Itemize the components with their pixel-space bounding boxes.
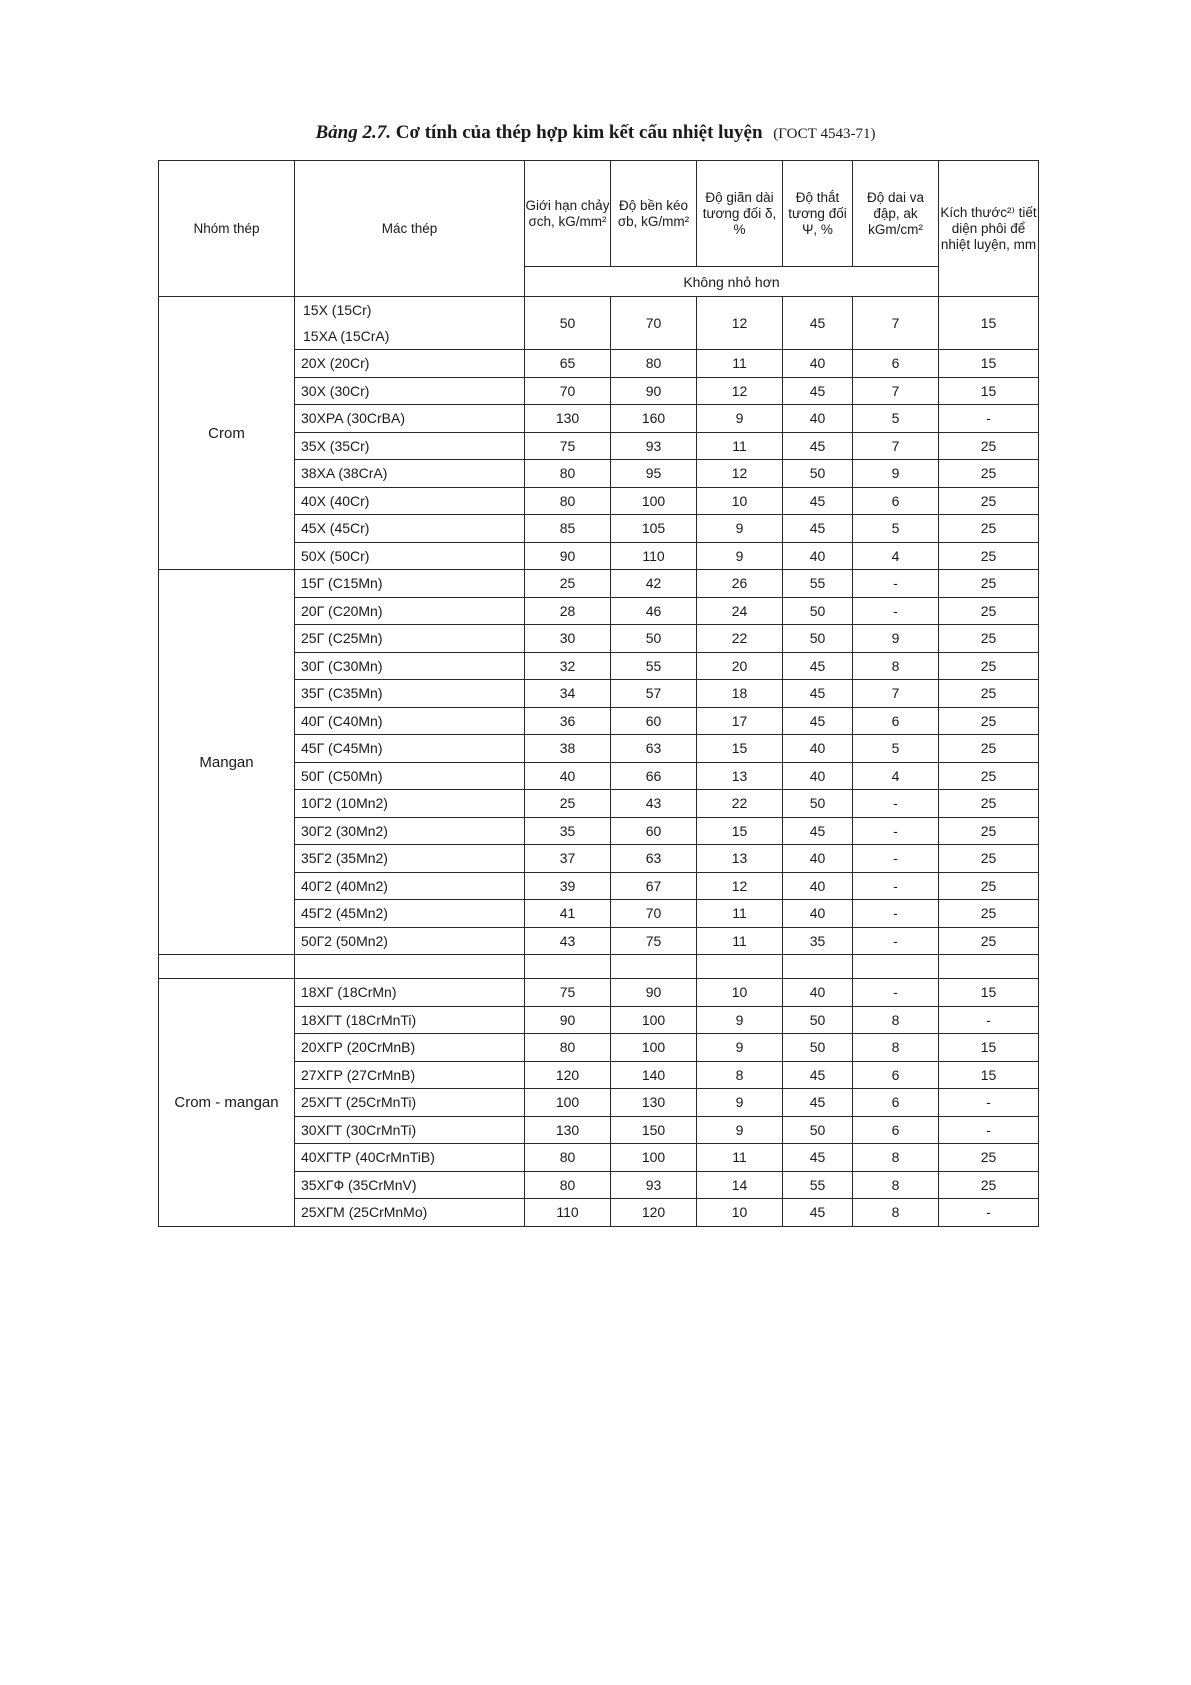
yield-value: 32 (525, 652, 611, 680)
impact-value: 6 (853, 1089, 939, 1117)
elongation-value: 9 (697, 1034, 783, 1062)
size-value: - (939, 1006, 1039, 1034)
reduction-value: 45 (783, 817, 853, 845)
reduction-value: 45 (783, 707, 853, 735)
reduction-value: 50 (783, 625, 853, 653)
impact-value: - (853, 570, 939, 598)
yield-value: 70 (525, 377, 611, 405)
elongation-value: 11 (697, 927, 783, 955)
yield-value: 65 (525, 350, 611, 378)
elongation-value: 22 (697, 790, 783, 818)
tensile-value: 140 (611, 1061, 697, 1089)
yield-value: 36 (525, 707, 611, 735)
reduction-value: 50 (783, 790, 853, 818)
size-value: 15 (939, 979, 1039, 1007)
elongation-value: 12 (697, 377, 783, 405)
reduction-value: 50 (783, 597, 853, 625)
header-reduction: Độ thắt tương đối Ψ, % (783, 161, 853, 267)
grade-name: 27XГР (27CrMnB) (295, 1061, 525, 1089)
tensile-value: 57 (611, 680, 697, 708)
size-value: - (939, 1089, 1039, 1117)
elongation-value: 13 (697, 845, 783, 873)
grade-name: 15XA (15CrA) (303, 328, 390, 344)
reduction-value: 50 (783, 1116, 853, 1144)
elongation-value: 15 (697, 735, 783, 763)
reduction-value: 50 (783, 1006, 853, 1034)
size-value: 25 (939, 707, 1039, 735)
impact-value: - (853, 790, 939, 818)
yield-value: 90 (525, 1006, 611, 1034)
impact-value: 6 (853, 1116, 939, 1144)
reduction-value: 45 (783, 297, 853, 350)
elongation-value: 14 (697, 1171, 783, 1199)
size-value: 25 (939, 872, 1039, 900)
elongation-value: 10 (697, 979, 783, 1007)
elongation-value: 11 (697, 432, 783, 460)
size-value: 25 (939, 1144, 1039, 1172)
tensile-value: 93 (611, 432, 697, 460)
impact-value: - (853, 817, 939, 845)
impact-value: 7 (853, 432, 939, 460)
tensile-value: 130 (611, 1089, 697, 1117)
tensile-value: 110 (611, 542, 697, 570)
tensile-value: 160 (611, 405, 697, 433)
grade-name: 25XГТ (25CrMnTi) (295, 1089, 525, 1117)
impact-value: 7 (853, 297, 939, 350)
size-value: 25 (939, 487, 1039, 515)
reduction-value: 40 (783, 735, 853, 763)
reduction-value: 45 (783, 487, 853, 515)
yield-value: 35 (525, 817, 611, 845)
impact-value: 5 (853, 405, 939, 433)
reduction-value: 40 (783, 845, 853, 873)
tensile-value: 66 (611, 762, 697, 790)
elongation-value: 24 (697, 597, 783, 625)
reduction-value: 40 (783, 350, 853, 378)
impact-value: 4 (853, 542, 939, 570)
impact-value: 9 (853, 625, 939, 653)
elongation-value: 9 (697, 1089, 783, 1117)
tensile-value: 100 (611, 1034, 697, 1062)
impact-value: 6 (853, 487, 939, 515)
impact-value: 5 (853, 515, 939, 543)
impact-value: 9 (853, 460, 939, 488)
size-value: - (939, 1199, 1039, 1227)
group-name: Crom - mangan (159, 979, 295, 1227)
elongation-value: 10 (697, 1199, 783, 1227)
elongation-value: 22 (697, 625, 783, 653)
tensile-value: 50 (611, 625, 697, 653)
yield-value: 43 (525, 927, 611, 955)
elongation-value: 26 (697, 570, 783, 598)
tensile-value: 60 (611, 707, 697, 735)
reduction-value: 45 (783, 432, 853, 460)
impact-value: - (853, 872, 939, 900)
tensile-value: 60 (611, 817, 697, 845)
grade-name: 18XГ (18CrMn) (295, 979, 525, 1007)
size-value: 25 (939, 762, 1039, 790)
tensile-value: 150 (611, 1116, 697, 1144)
caption-title: Cơ tính của thép hợp kim kết cấu nhiệt luyện (395, 122, 763, 143)
grade-name: 30X (30Cr) (295, 377, 525, 405)
yield-value: 30 (525, 625, 611, 653)
tensile-value: 42 (611, 570, 697, 598)
impact-value: - (853, 845, 939, 873)
tensile-value: 43 (611, 790, 697, 818)
yield-value: 100 (525, 1089, 611, 1117)
yield-value: 80 (525, 1034, 611, 1062)
tensile-value: 46 (611, 597, 697, 625)
size-value: 25 (939, 625, 1039, 653)
size-value: 25 (939, 845, 1039, 873)
impact-value: - (853, 597, 939, 625)
impact-value: 8 (853, 1144, 939, 1172)
size-value: 25 (939, 432, 1039, 460)
size-value: 25 (939, 652, 1039, 680)
elongation-value: 10 (697, 487, 783, 515)
impact-value: 6 (853, 350, 939, 378)
yield-value: 80 (525, 487, 611, 515)
reduction-value: 45 (783, 515, 853, 543)
yield-value: 80 (525, 460, 611, 488)
grade-name: 50X (50Cr) (295, 542, 525, 570)
elongation-value: 9 (697, 405, 783, 433)
header-tensile: Độ bền kéo σb, kG/mm² (611, 161, 697, 267)
yield-value: 38 (525, 735, 611, 763)
elongation-value: 9 (697, 1006, 783, 1034)
impact-value: 8 (853, 1199, 939, 1227)
yield-value: 130 (525, 1116, 611, 1144)
yield-value: 120 (525, 1061, 611, 1089)
grade-name: 45Г2 (45Mn2) (295, 900, 525, 928)
size-value: 15 (939, 1061, 1039, 1089)
tensile-value: 100 (611, 487, 697, 515)
grade-name: 10Г2 (10Mn2) (295, 790, 525, 818)
group-name: Mangan (159, 570, 295, 955)
tensile-value: 90 (611, 979, 697, 1007)
yield-value: 75 (525, 432, 611, 460)
reduction-value: 40 (783, 872, 853, 900)
elongation-value: 17 (697, 707, 783, 735)
impact-value: 5 (853, 735, 939, 763)
elongation-value: 9 (697, 515, 783, 543)
yield-value: 80 (525, 1171, 611, 1199)
impact-value: 6 (853, 707, 939, 735)
grade-name: 30Г (C30Mn) (295, 652, 525, 680)
size-value: 15 (939, 297, 1039, 350)
reduction-value: 45 (783, 1061, 853, 1089)
grade-name: 40XГТР (40CrMnTiB) (295, 1144, 525, 1172)
size-value: 25 (939, 597, 1039, 625)
elongation-value: 9 (697, 542, 783, 570)
tensile-value: 63 (611, 735, 697, 763)
grade-name: 30XPA (30CrBA) (295, 405, 525, 433)
size-value: 25 (939, 515, 1039, 543)
size-value: - (939, 405, 1039, 433)
yield-value: 80 (525, 1144, 611, 1172)
grade-name: 18XГТ (18CrMnTi) (295, 1006, 525, 1034)
impact-value: - (853, 927, 939, 955)
yield-value: 28 (525, 597, 611, 625)
reduction-value: 55 (783, 570, 853, 598)
grade-name: 30Г2 (30Mn2) (295, 817, 525, 845)
elongation-value: 9 (697, 1116, 783, 1144)
elongation-value: 15 (697, 817, 783, 845)
reduction-value: 45 (783, 1199, 853, 1227)
grade-name: 40Г2 (40Mn2) (295, 872, 525, 900)
tensile-value: 100 (611, 1006, 697, 1034)
tensile-value: 120 (611, 1199, 697, 1227)
yield-value: 130 (525, 405, 611, 433)
header-yield: Giới hạn chảy σch, kG/mm² (525, 161, 611, 267)
reduction-value: 45 (783, 652, 853, 680)
header-group: Nhóm thép (159, 161, 295, 297)
impact-value: 7 (853, 377, 939, 405)
tensile-value: 93 (611, 1171, 697, 1199)
tensile-value: 70 (611, 900, 697, 928)
yield-value: 50 (525, 297, 611, 350)
header-elongation: Độ giãn dài tương đối δ, % (697, 161, 783, 267)
elongation-value: 11 (697, 350, 783, 378)
grade-cell (295, 297, 525, 350)
yield-value: 25 (525, 570, 611, 598)
elongation-value: 12 (697, 872, 783, 900)
elongation-value: 11 (697, 1144, 783, 1172)
size-value: 25 (939, 817, 1039, 845)
grade-name: 25XГМ (25CrMnMo) (295, 1199, 525, 1227)
grade-name: 35Г (C35Mn) (295, 680, 525, 708)
elongation-value: 13 (697, 762, 783, 790)
grade-name: 50Г2 (50Mn2) (295, 927, 525, 955)
yield-value: 41 (525, 900, 611, 928)
size-value: 25 (939, 735, 1039, 763)
size-value: 25 (939, 1171, 1039, 1199)
size-value: 25 (939, 542, 1039, 570)
grade-name: 35XГФ (35CrMnV) (295, 1171, 525, 1199)
size-value: 25 (939, 570, 1039, 598)
grade-name: 45X (45Cr) (295, 515, 525, 543)
yield-value: 90 (525, 542, 611, 570)
header-impact: Độ dai va đập, ak kGm/cm² (853, 161, 939, 267)
elongation-value: 11 (697, 900, 783, 928)
table-caption (0, 122, 1191, 144)
grade-name: 20X (20Cr) (295, 350, 525, 378)
grade-name: 20XГР (20CrMnB) (295, 1034, 525, 1062)
reduction-value: 45 (783, 1089, 853, 1117)
tensile-value: 100 (611, 1144, 697, 1172)
impact-value: 8 (853, 1006, 939, 1034)
table-row (159, 297, 1039, 350)
impact-value: 8 (853, 1034, 939, 1062)
grade-name: 35Г2 (35Mn2) (295, 845, 525, 873)
reduction-value: 45 (783, 680, 853, 708)
yield-value: 25 (525, 790, 611, 818)
impact-value: - (853, 979, 939, 1007)
grade-name: 30XГТ (30CrMnTi) (295, 1116, 525, 1144)
yield-value: 37 (525, 845, 611, 873)
size-value: 25 (939, 680, 1039, 708)
tensile-value: 80 (611, 350, 697, 378)
yield-value: 85 (525, 515, 611, 543)
yield-value: 40 (525, 762, 611, 790)
reduction-value: 40 (783, 405, 853, 433)
elongation-value: 20 (697, 652, 783, 680)
truncated-row-continued (159, 966, 1039, 979)
reduction-value: 35 (783, 927, 853, 955)
table-row (159, 979, 1039, 1007)
grade-name: 25Г (C25Mn) (295, 625, 525, 653)
yield-value: 110 (525, 1199, 611, 1227)
size-value: 15 (939, 377, 1039, 405)
impact-value: 6 (853, 1061, 939, 1089)
impact-value: 7 (853, 680, 939, 708)
grade-name: 15X (15Cr) (303, 302, 372, 318)
size-value: 25 (939, 927, 1039, 955)
elongation-value: 12 (697, 460, 783, 488)
tensile-value: 55 (611, 652, 697, 680)
grade-name: 38XA (38CrA) (295, 460, 525, 488)
tensile-value: 105 (611, 515, 697, 543)
elongation-value: 12 (697, 297, 783, 350)
grade-name: 15Г (C15Mn) (295, 570, 525, 598)
impact-value: 4 (853, 762, 939, 790)
impact-value: 8 (853, 1171, 939, 1199)
impact-value: - (853, 900, 939, 928)
reduction-value: 55 (783, 1171, 853, 1199)
header-grade: Mác thép (295, 161, 525, 297)
size-value: - (939, 1116, 1039, 1144)
table-row (159, 570, 1039, 598)
tensile-value: 67 (611, 872, 697, 900)
grade-name: 40X (40Cr) (295, 487, 525, 515)
properties-table (158, 160, 1039, 969)
caption-standard: (ГОСТ 4543-71) (773, 126, 876, 142)
size-value: 25 (939, 790, 1039, 818)
size-value: 25 (939, 900, 1039, 928)
impact-value: 8 (853, 652, 939, 680)
header-size: Kích thước²⁾ tiết diện phôi để nhiệt luyện, mm (939, 161, 1039, 297)
reduction-value: 50 (783, 460, 853, 488)
reduction-value: 40 (783, 762, 853, 790)
reduction-value: 40 (783, 542, 853, 570)
size-value: 15 (939, 1034, 1039, 1062)
size-value: 15 (939, 350, 1039, 378)
tensile-value: 70 (611, 297, 697, 350)
size-value: 25 (939, 460, 1039, 488)
grade-name: 40Г (C40Mn) (295, 707, 525, 735)
tensile-value: 75 (611, 927, 697, 955)
reduction-value: 45 (783, 1144, 853, 1172)
tensile-value: 63 (611, 845, 697, 873)
grade-name: 45Г (C45Mn) (295, 735, 525, 763)
caption-label: Bảng 2.7. (315, 122, 391, 143)
tensile-value: 95 (611, 460, 697, 488)
yield-value: 34 (525, 680, 611, 708)
yield-value: 75 (525, 979, 611, 1007)
reduction-value: 40 (783, 979, 853, 1007)
grade-name: 50Г (C50Mn) (295, 762, 525, 790)
properties-table-continued (158, 966, 1039, 1227)
group-name: Crom (159, 297, 295, 570)
elongation-value: 8 (697, 1061, 783, 1089)
reduction-value: 40 (783, 900, 853, 928)
reduction-value: 50 (783, 1034, 853, 1062)
elongation-value: 18 (697, 680, 783, 708)
reduction-value: 45 (783, 377, 853, 405)
grade-name: 35X (35Cr) (295, 432, 525, 460)
yield-value: 39 (525, 872, 611, 900)
grade-name: 20Г (C20Mn) (295, 597, 525, 625)
header-min-note: Không nhỏ hơn (525, 267, 939, 297)
tensile-value: 90 (611, 377, 697, 405)
